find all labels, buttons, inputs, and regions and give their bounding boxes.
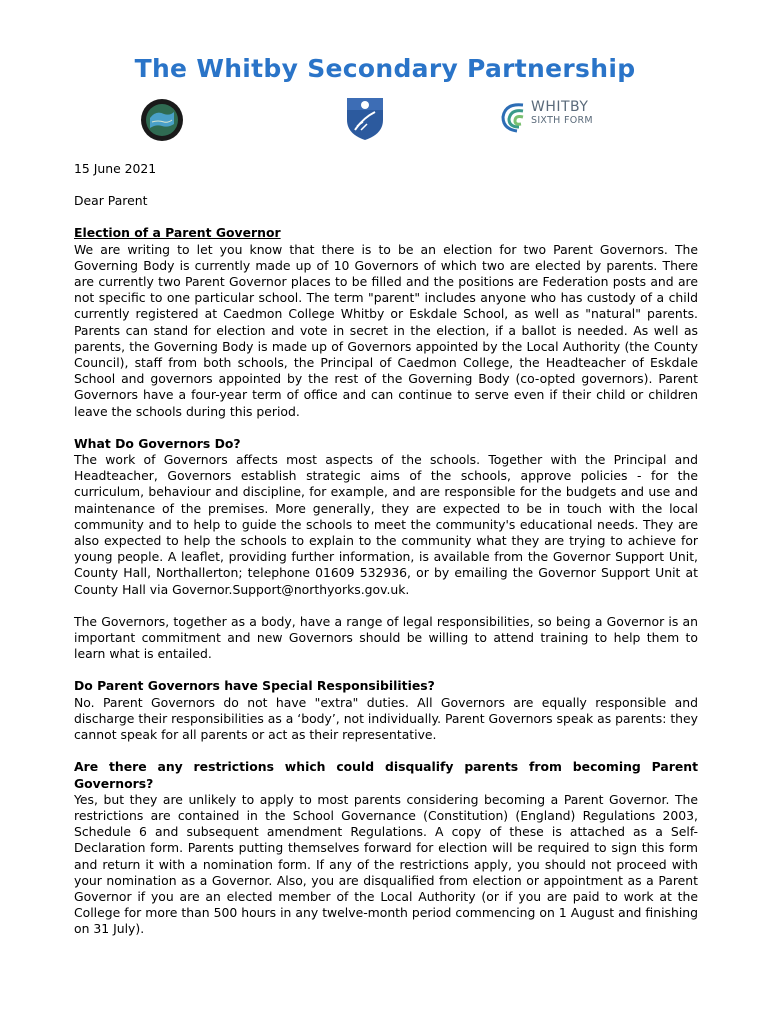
section-heading-special-responsibilities: Do Parent Governors have Special Responsibilities? xyxy=(74,678,435,694)
section-body-restrictions: Yes, but they are unlikely to apply to most parents considering becoming a Parent Governor. The restrictions are contained in the School Governance (Constitution) (England) Regulations 2003, Schedule 6 and subsequent amendment Regulations. A copy of these is attached as a Self-Declaration form. Parents putting themselves forward for election will be required to sign this form and return it with a nomination form. If any of the restrictions apply, you should not proceed with your nomination as a Governor. Also, you are disqualified from election or appointment as a Parent Governor if you are an elected member of the Local Authority (or if you are paid to work at the College for more than 500 hours in any twelve-month period commencing on 1 August and finishing on 31 July). xyxy=(74,791,698,937)
logo-text-whitby: WHITBY xyxy=(531,99,589,115)
section-body-special-responsibilities: No. Parent Governors do not have "extra" duties. All Governors are equally responsible and discharge their responsibilities as a ‘body’, not individually. Parent Governors speak as parents: they cannot speak for all parents or act as their representative. xyxy=(74,694,698,743)
section-body-legal-responsibilities: The Governors, together as a body, have a range of legal responsibilities, so being a Governor is an important commitment and new Governors should be willing to attend training to help them to learn what is entailed. xyxy=(74,613,698,662)
section-body-election: We are writing to let you know that there is to be an election for two Parent Governors. The Governing Body is currently made up of 10 Governors of which two are elected by parents. There are currently two Parent Governor places to be filled and the positions are Federation posts and are not specific to one particular school. The term "parent" includes anyone who has custody of a child currently registered at Caedmon College Whitby or Eskdale School, as well as "natural" parents. Parents can stand for election and vote in secret in the election, if a ballot is needed. As well as parents, the Governing Body is made up of Governors appointed by the Local Authority (the County Council), staff from both schools, the Principal of Caedmon College, the Headteacher of Eskdale School and governors appointed by the rest of the Governing Body (co-opted governors). Parent Governors have a four-year term of office and can continue to serve even if their child or children leave the schools during this period. xyxy=(74,241,698,419)
whitby-sixth-form-logo xyxy=(499,99,599,137)
school-crest-globe-logo xyxy=(138,98,186,142)
section-body-governors-do: The work of Governors affects most aspects of the schools. Together with the Principal and Headteacher, Governors establish strategic aims of the schools, approve policies - for the curriculum, behaviour and discipline, for example, and are responsible for the budgets and use and maintenance of the premises. More generally, they are expected to be in touch with the local community and to help to guide the schools to meet the community's educational needs. They are also expected to help the schools to explain to the community what they are trying to achieve for young people. A leaflet, providing further information, is available from the Governor Support Unit, County Hall, Northallerton; telephone 01609 532936, or by emailing the Governor Support Unit at County Hall via Governor.Support@northyorks.gov.uk. xyxy=(74,452,698,597)
caedmon-shield-logo xyxy=(345,96,385,142)
logo-text-sixth-form: SIXTH FORM xyxy=(531,115,593,126)
page-title: The Whitby Secondary Partnership xyxy=(134,54,636,83)
section-heading-election: Election of a Parent Governor xyxy=(74,225,281,241)
section-heading-governors-do: What Do Governors Do? xyxy=(74,435,241,451)
letter-salutation: Dear Parent xyxy=(74,193,148,209)
letter-body xyxy=(74,161,698,938)
letter-date: 15 June 2021 xyxy=(74,161,157,176)
section-heading-restrictions: Are there any restrictions which could disqualify parents from becoming Parent Governors? xyxy=(74,759,698,791)
